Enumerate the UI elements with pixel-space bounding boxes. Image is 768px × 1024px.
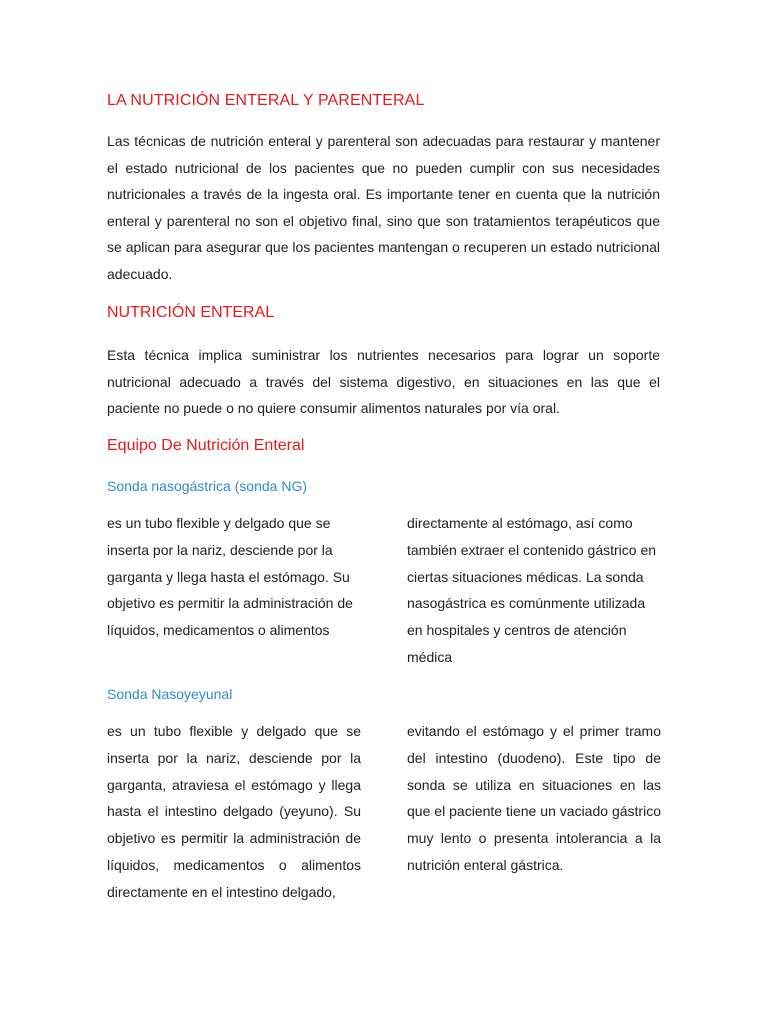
- ng-tube-column-left: es un tubo flexible y delgado que se inserta por la nariz, desciende por la garganta y llega hasta el estómago. Su objetivo es permitir la administración de líquidos, medicamentos o alimentos: [107, 515, 353, 639]
- section-heading-nutricion-enteral: NUTRICIÓN ENTERAL: [107, 304, 275, 321]
- nj-tube-heading: Sonda Nasoyeyunal: [107, 686, 233, 702]
- equipment-heading: Equipo De Nutrición Enteral: [107, 437, 305, 454]
- nj-tube-column-left: es un tubo flexible y delgado que se inserta por la nariz, desciende por la garganta, atraviesa el estómago y llega hasta el intestino delgado (yeyuno). Su objetivo es permitir la administración de líquidos, medicamentos o alimentos directamente en el intestino delgado,: [107, 723, 361, 900]
- document-title: LA NUTRICIÓN ENTERAL Y PARENTERAL: [107, 92, 425, 109]
- nj-tube-column-right: evitando el estómago y el primer tramo del intestino (duodeno). Este tipo de sonda se utiliza en situaciones en las que el paciente tiene un vaciado gástrico muy lento o presenta intolerancia a la nutrición enteral gástrica.: [407, 723, 661, 873]
- section-paragraph: Esta técnica implica suministrar los nutrientes necesarios para lograr un soporte nutricional adecuado a través del sistema digestivo, en situaciones en las que el paciente no puede o no quiere consumir alimentos naturales por vía oral.: [107, 347, 660, 417]
- ng-tube-heading: Sonda nasogástrica (sonda NG): [107, 478, 307, 494]
- ng-tube-column-right: directamente al estómago, así como también extraer el contenido gástrico en ciertas situaciones médicas. La sonda nasogástrica es comúnmente utilizada en hospitales y centros de atención médica: [407, 515, 657, 665]
- intro-paragraph: Las técnicas de nutrición enteral y parenteral son adecuadas para restaurar y mantener el estado nutricional de los pacientes que no pueden cumplir con sus necesidades nutricionales a través de la ingesta oral. Es importante tener en cuenta que la nutrición enteral y parenteral no son el objetivo final, sino que son tratamientos terapéuticos que se aplican para asegurar que los pacientes mantengan o recuperen un estado nutricional adecuado.: [107, 133, 660, 282]
